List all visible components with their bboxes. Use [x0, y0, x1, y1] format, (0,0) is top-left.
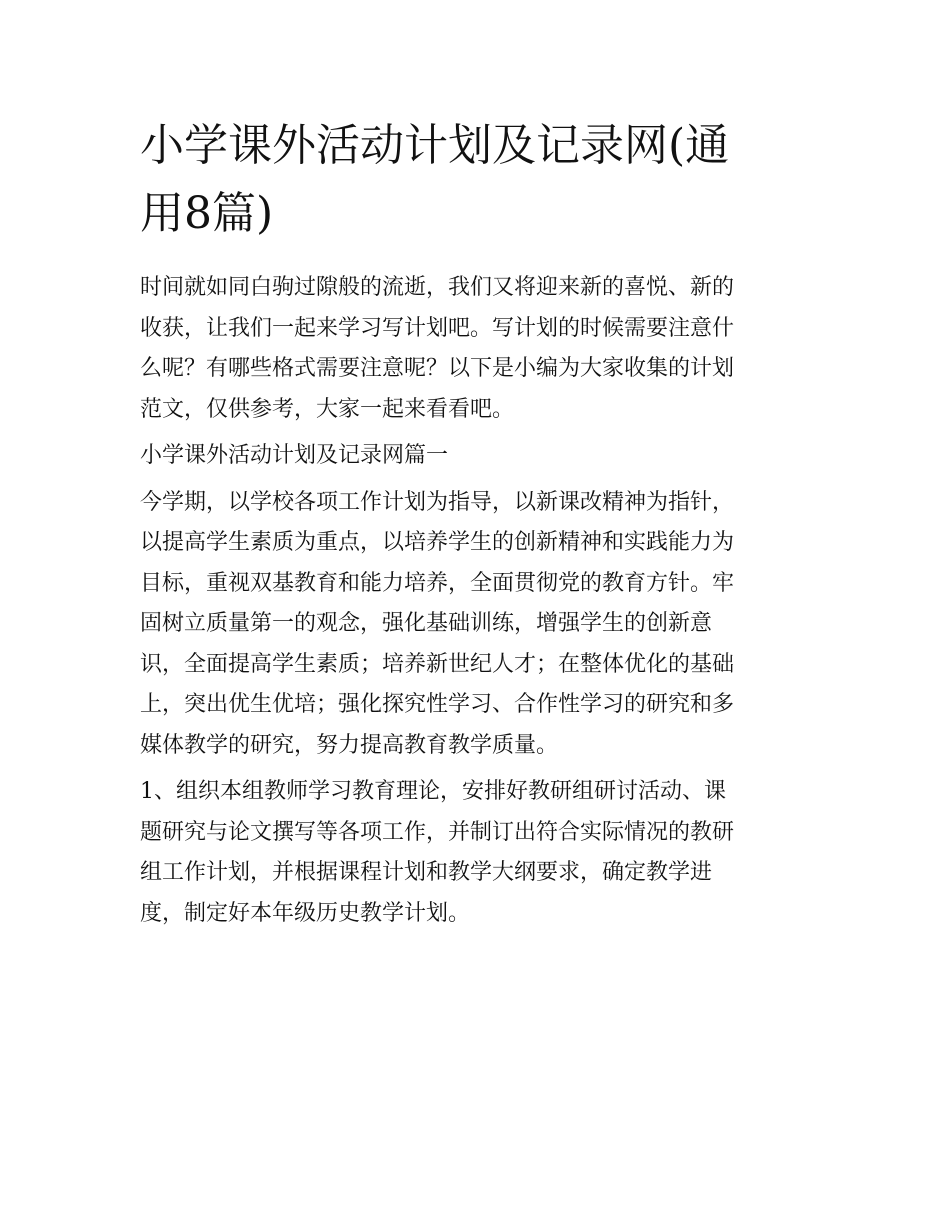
list-item-paragraph: [140, 772, 812, 934]
text-line: 媒体教学的研究，努力提高教育教学质量。: [140, 732, 559, 758]
text-line: 么呢？有哪些格式需要注意呢？以下是小编为大家收集的计划: [140, 356, 735, 381]
text-line: 题研究与论文撰写等各项工作，并制订出符合实际情况的教研: [140, 819, 735, 845]
text-line: 组工作计划，并根据课程计划和教学大纲要求，确定教学进: [140, 860, 713, 885]
text-line: 时间就如同白驹过隙般的流逝，我们又将迎来新的喜悦、新的: [140, 275, 735, 300]
intro-paragraph: [140, 268, 812, 430]
text-line: 目标，重视双基教育和能力培养，全面贯彻党的教育方针。牢: [140, 570, 735, 596]
text-line: 小学课外活动计划及记录网篇一: [140, 443, 449, 468]
text-line: 今学期，以学校各项工作计划为指导，以新课改精神为指针，: [140, 489, 735, 515]
text-line: 1、组织本组教师学习教育理论，安排好教研组研讨活动、课: [140, 779, 726, 804]
text-line: 收获，让我们一起来学习写计划吧。写计划的时候需要注意什: [140, 315, 735, 341]
text-line: 范文，仅供参考，大家一起来看看吧。: [140, 396, 515, 422]
text-line: 识，全面提高学生素质；培养新世纪人才；在整体优化的基础: [140, 651, 735, 677]
text-line: 上，突出优生优培；强化探究性学习、合作性学习的研究和多: [140, 692, 735, 717]
text-line: 度，制定好本年级历史教学计划。: [140, 900, 471, 926]
document-page: [140, 112, 812, 934]
document-title: [140, 112, 812, 248]
section-heading: [140, 436, 812, 477]
text-line: 以提高学生素质为重点，以培养学生的创新精神和实践能力为: [140, 530, 735, 555]
body-paragraph: [140, 483, 812, 767]
text-line: 固树立质量第一的观念，强化基础训练，增强学生的创新意: [140, 611, 713, 636]
title-line: 小学课外活动计划及记录网(通: [140, 120, 730, 171]
title-line: 用8篇): [140, 188, 274, 239]
